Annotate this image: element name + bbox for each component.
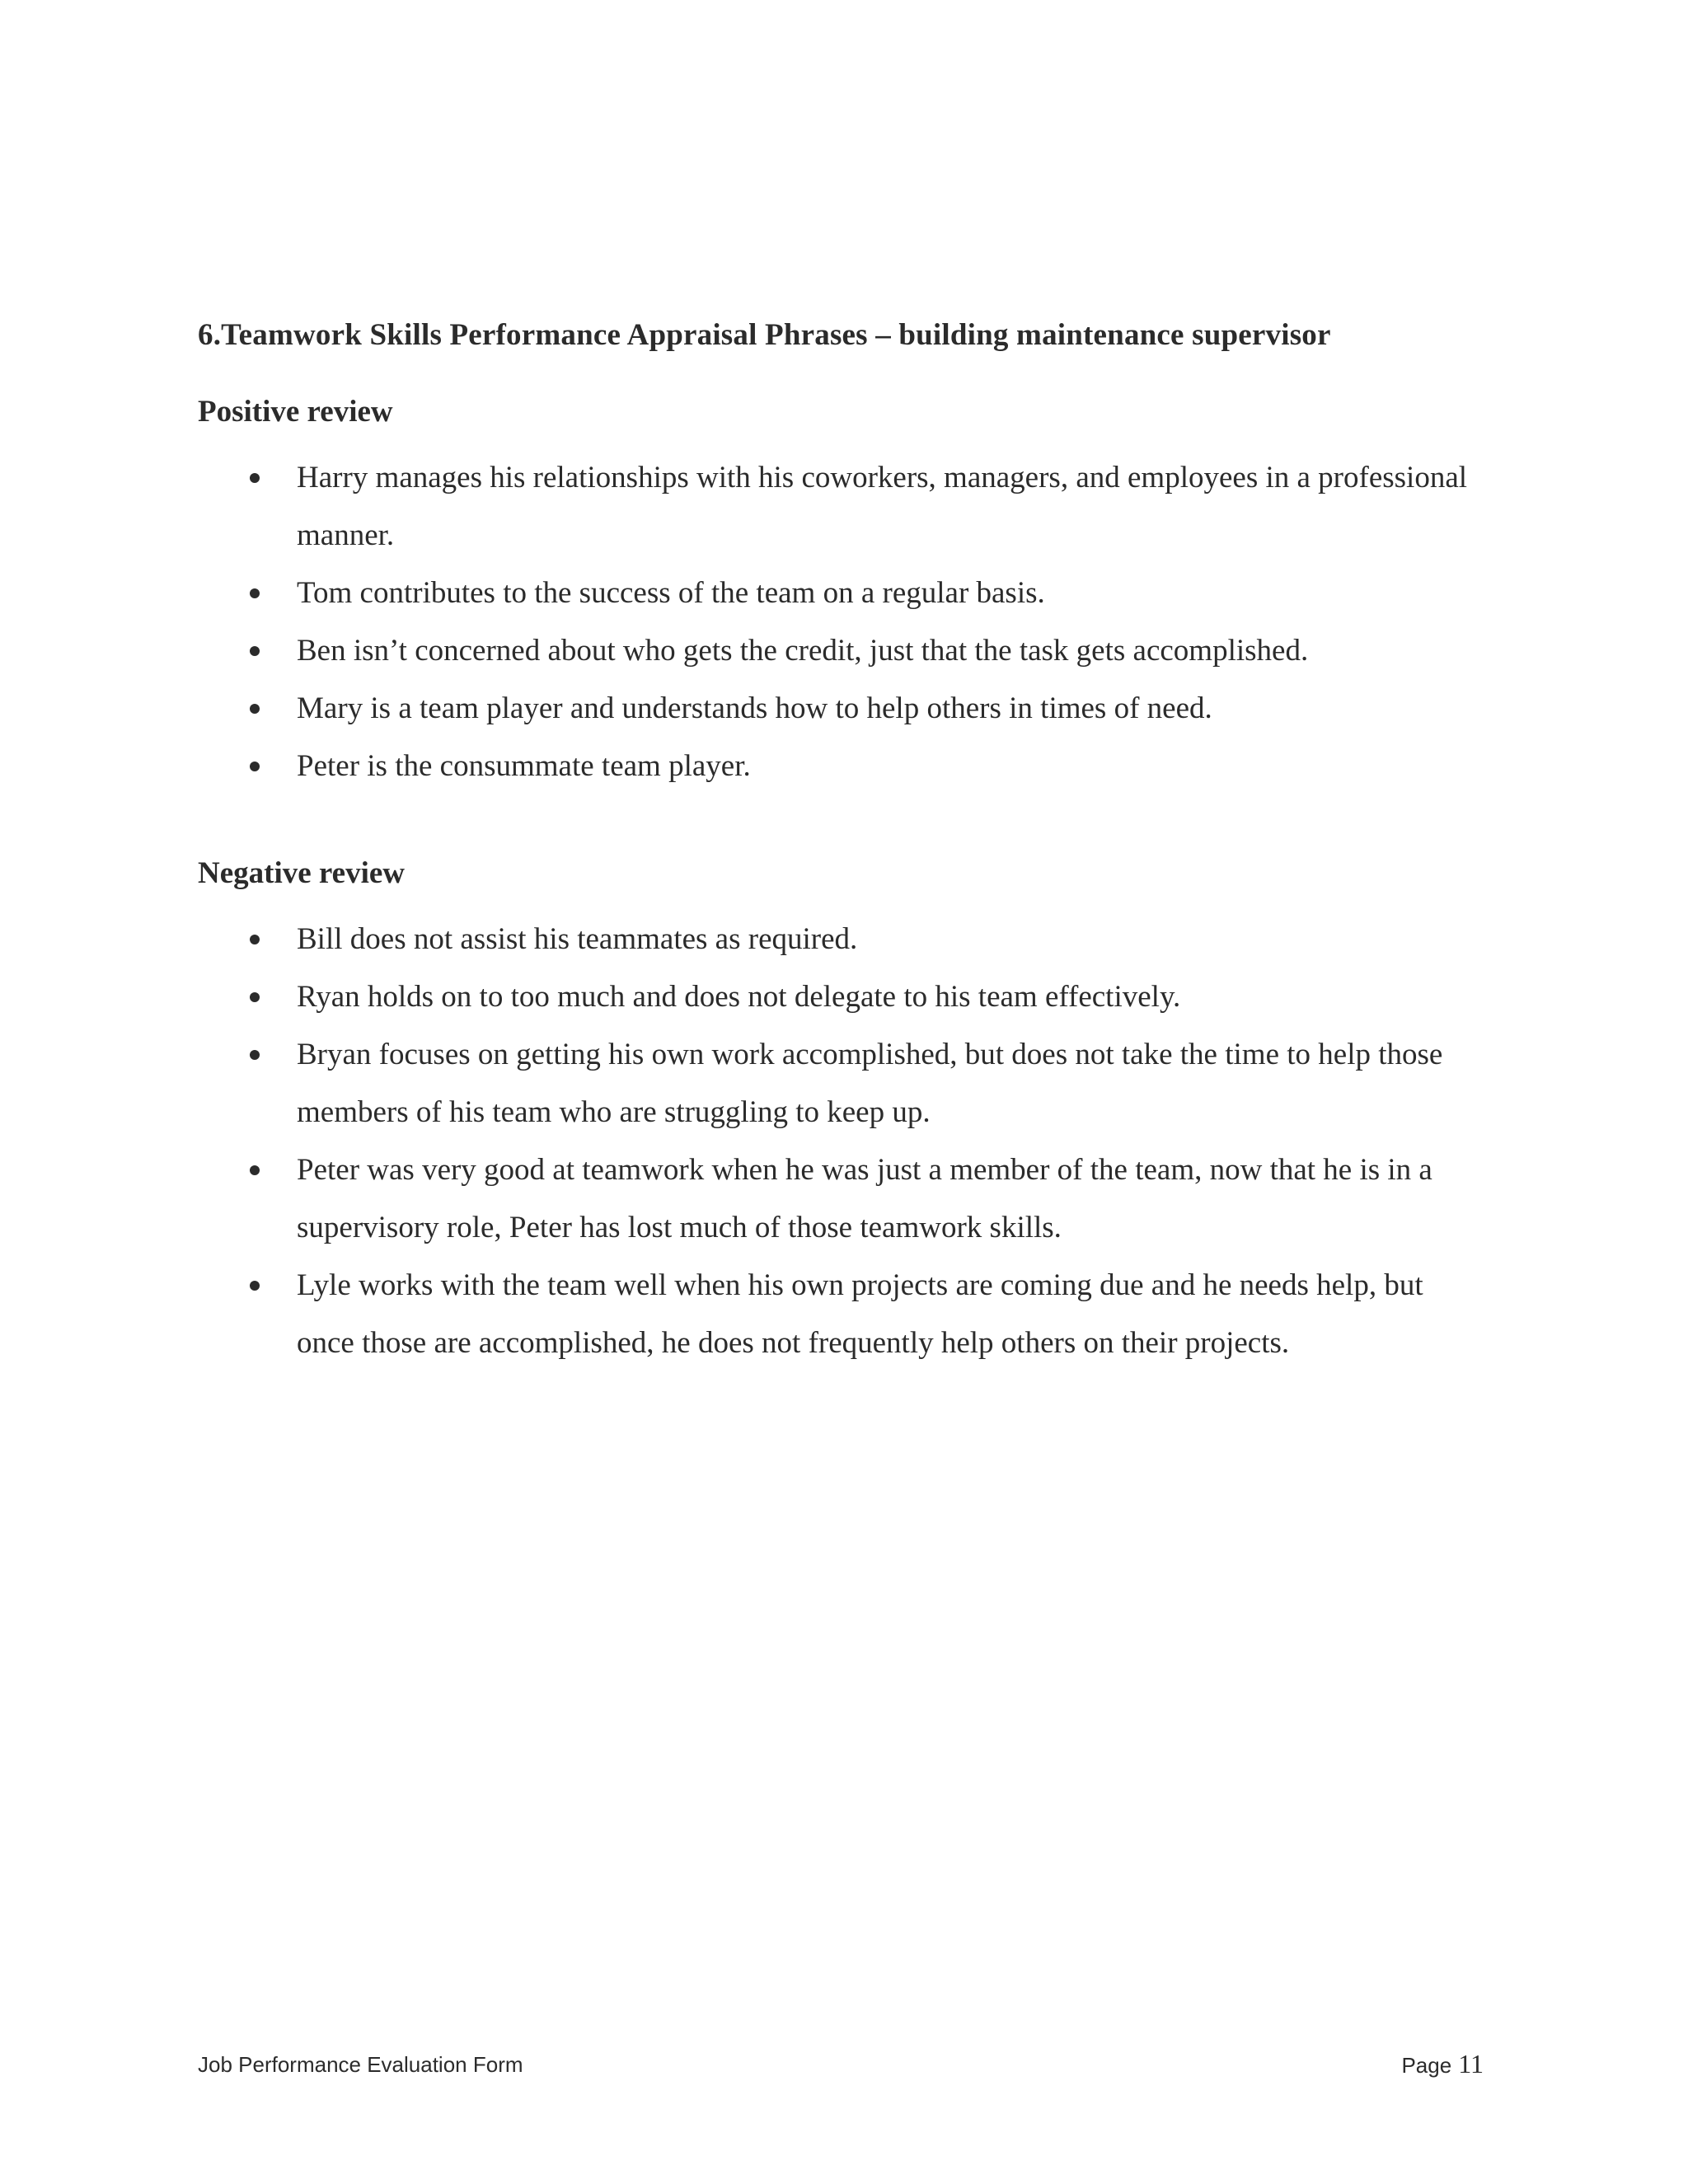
- bullet-icon: [250, 762, 260, 771]
- page-number: 11: [1458, 2049, 1484, 2079]
- list-item: [198, 680, 1484, 738]
- page-title: 6.Teamwork Skills Performance Appraisal Phrases – building maintenance supervisor: [198, 318, 1331, 352]
- bullet-icon: [250, 992, 260, 1002]
- list-item-text: Peter is the consummate team player.: [297, 749, 751, 783]
- list-item: [198, 622, 1484, 680]
- list-item: [198, 1141, 1484, 1257]
- list-item-text: Ryan holds on to too much and does not delegate to his team effectively.: [297, 980, 1181, 1014]
- list-item-text: Bryan focuses on getting his own work accomplished, but does not take the time to help those members of his team who are struggling to keep up.: [297, 1038, 1443, 1129]
- list-item-text: Lyle works with the team well when his own projects are coming due and he needs help, but once those are accomplished, he does not frequently help others on their projects.: [297, 1268, 1423, 1360]
- footer-page-number: [1401, 2049, 1484, 2079]
- bullet-icon: [250, 1281, 260, 1291]
- list-item: [198, 738, 1484, 795]
- list-item-text: Bill does not assist his teammates as required.: [297, 922, 858, 956]
- bullet-icon: [250, 1165, 260, 1175]
- negative-review-heading: Negative review: [198, 856, 406, 890]
- list-item-text: Tom contributes to the success of the team on a regular basis.: [297, 576, 1045, 610]
- list-item-text: Ben isn’t concerned about who gets the credit, just that the task gets accomplished.: [297, 634, 1309, 668]
- list-item: [198, 449, 1484, 565]
- page-label: Page: [1401, 2053, 1452, 2078]
- list-item-text: Peter was very good at teamwork when he was just a member of the team, now that he is in a supervisory role, Peter has lost much of those teamwork skills.: [297, 1153, 1432, 1244]
- list-item-text: Harry manages his relationships with his coworkers, managers, and employees in a professional manner.: [297, 461, 1468, 552]
- bullet-icon: [250, 1050, 260, 1060]
- list-item: [198, 968, 1484, 1026]
- footer-form-name: Job Performance Evaluation Form: [198, 2052, 523, 2077]
- positive-review-list: [198, 449, 1484, 795]
- bullet-icon: [250, 646, 260, 656]
- positive-review-heading: Positive review: [198, 395, 393, 429]
- bullet-icon: [250, 473, 260, 483]
- bullet-icon: [250, 704, 260, 714]
- bullet-icon: [250, 935, 260, 944]
- list-item-text: Mary is a team player and understands how to help others in times of need.: [297, 691, 1212, 725]
- list-item: [198, 1026, 1484, 1141]
- list-item: [198, 911, 1484, 968]
- list-item: [198, 1257, 1484, 1372]
- bullet-icon: [250, 588, 260, 598]
- list-item: [198, 565, 1484, 622]
- negative-review-list: [198, 911, 1484, 1372]
